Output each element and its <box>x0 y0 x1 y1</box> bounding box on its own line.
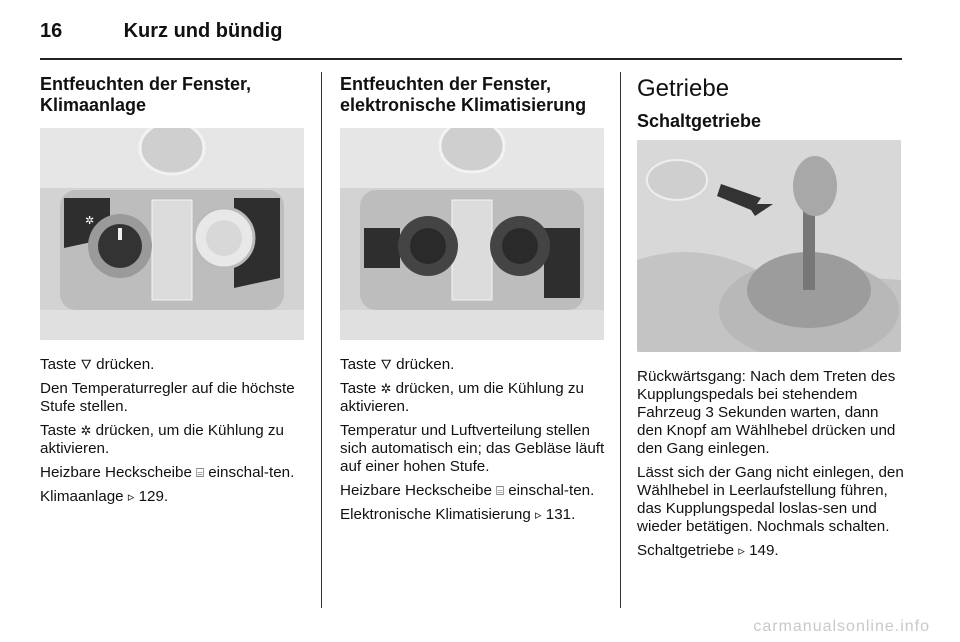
paragraph: Taste 🜄 drücken. <box>40 356 155 373</box>
chapter-heading: Getriebe <box>637 75 730 102</box>
header-rule <box>40 58 902 60</box>
climate-panel-image <box>40 128 304 340</box>
section-heading: Entfeuchten der Fenster, Klimaanlage <box>40 74 252 115</box>
section-heading: Entfeuchten der Fenster, elektronische Klimatisierung <box>340 74 587 115</box>
column-divider <box>620 72 621 608</box>
electronic-climate-illustration <box>340 128 604 340</box>
column-climate <box>40 74 308 512</box>
paragraph: Taste ✲ drücken, um die Kühlung zu aktivieren. <box>40 422 284 457</box>
svg-text:✲: ✲ <box>85 214 95 227</box>
column-divider <box>321 72 322 608</box>
paragraph: Lässt sich der Gang nicht einlegen, den Wählhebel in Leerlaufstellung führen, das Kupplungspedal loslas-sen und wieder betätigen. Nochmals schalten. <box>637 464 904 535</box>
arrow-ref-icon: ▹ <box>738 543 745 558</box>
paragraph: Heizbare Heckscheibe ⌸ einschal-ten. <box>40 464 295 481</box>
paragraph: Den Temperaturregler auf die höchste Stufe stellen. <box>40 380 295 415</box>
cross-reference[interactable]: Schaltgetriebe ▹ 149. <box>637 542 779 559</box>
paragraph: Temperatur und Luftverteilung stellen sich automatisch ein; das Gebläse läuft auf einer hohen Stufe. <box>340 422 605 475</box>
paragraph: Taste 🜄 drücken. <box>340 356 455 373</box>
snowflake-icon: ✲ <box>380 381 392 396</box>
defrost-icon: 🜄 <box>380 357 392 372</box>
instructions <box>40 356 308 506</box>
page-title: Kurz und bündig <box>123 20 283 42</box>
defrost-icon: 🜄 <box>80 357 92 372</box>
cross-reference[interactable]: Elektronische Klimatisierung ▹ 131. <box>340 506 576 523</box>
instructions <box>637 368 905 560</box>
paragraph: Rückwärtsgang: Nach dem Treten des Kupplungspedals bei stehendem Fahrzeug 3 Sekunden warten, dann den Knopf am Wählhebel drücken und den Gang einlegen. <box>637 368 896 457</box>
arrow-ref-icon: ▹ <box>535 507 542 522</box>
page-number: 16 <box>40 20 63 42</box>
watermark: carmanualsonline.info <box>753 618 930 635</box>
column-transmission <box>637 74 905 566</box>
rear-window-heat-icon: ⌸ <box>496 483 504 498</box>
rear-window-heat-icon: ⌸ <box>196 465 204 480</box>
column-electronic-climate <box>340 74 608 530</box>
paragraph: Taste ✲ drücken, um die Kühlung zu aktivieren. <box>340 380 584 415</box>
snowflake-icon: ✲ <box>80 423 92 438</box>
paragraph: Heizbare Heckscheibe ⌸ einschal-ten. <box>340 482 595 499</box>
climate-control-illustration <box>40 128 304 340</box>
section-heading: Schaltgetriebe <box>637 111 762 131</box>
electronic-climate-image <box>340 128 604 340</box>
page-header <box>40 20 282 43</box>
cross-reference[interactable]: Klimaanlage ▹ 129. <box>40 488 169 505</box>
gear-lever-illustration <box>637 140 901 352</box>
instructions <box>340 356 608 524</box>
arrow-ref-icon: ▹ <box>127 489 135 504</box>
gear-lever-image <box>637 140 901 352</box>
